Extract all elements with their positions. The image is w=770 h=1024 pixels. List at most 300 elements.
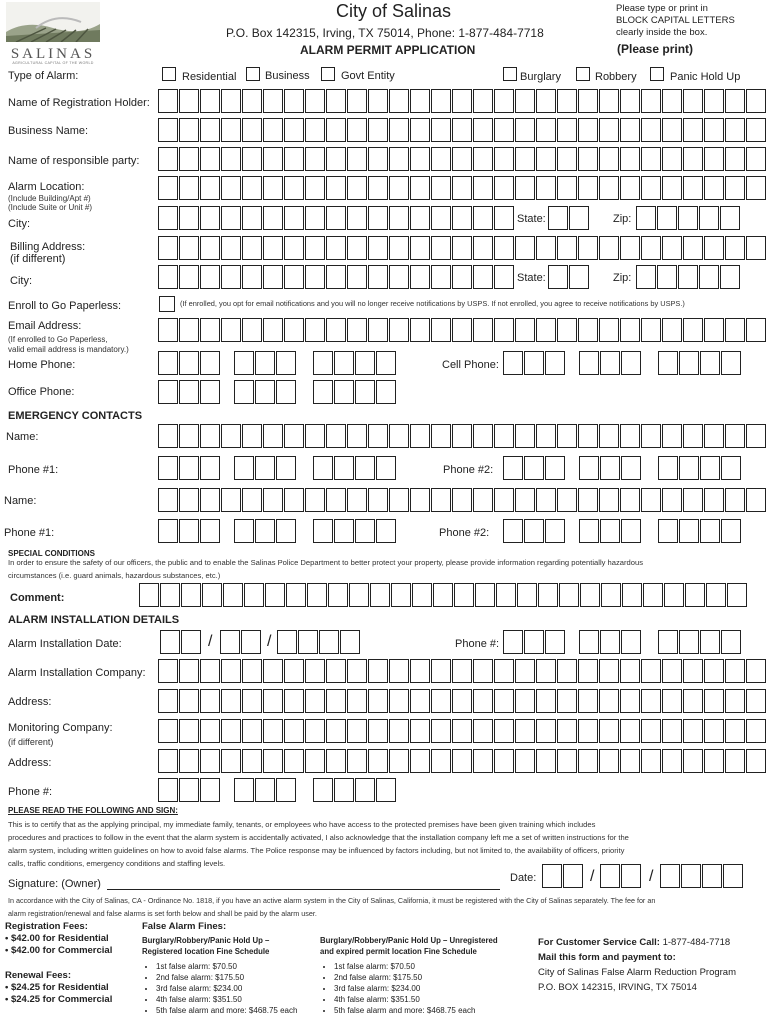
char-box[interactable] — [641, 689, 661, 713]
char-box[interactable] — [242, 689, 262, 713]
char-box[interactable] — [410, 689, 430, 713]
char-box[interactable] — [200, 89, 220, 113]
char-box[interactable] — [368, 236, 388, 260]
char-box[interactable] — [683, 118, 703, 142]
char-box[interactable] — [202, 583, 222, 607]
char-box[interactable] — [410, 749, 430, 773]
char-box[interactable] — [355, 778, 375, 802]
char-box[interactable] — [158, 236, 178, 260]
char-box[interactable] — [242, 424, 262, 448]
char-box[interactable] — [313, 519, 333, 543]
office-phone-prefix[interactable] — [234, 380, 297, 406]
char-box[interactable] — [494, 689, 514, 713]
char-box[interactable] — [284, 488, 304, 512]
char-box[interactable] — [658, 519, 678, 543]
char-box[interactable] — [326, 236, 346, 260]
char-box[interactable] — [179, 351, 199, 375]
char-box[interactable] — [725, 488, 745, 512]
char-box[interactable] — [221, 424, 241, 448]
char-box[interactable] — [284, 89, 304, 113]
char-box[interactable] — [578, 749, 598, 773]
char-box[interactable] — [179, 176, 199, 200]
char-box[interactable] — [355, 456, 375, 480]
char-box[interactable] — [242, 236, 262, 260]
char-box[interactable] — [524, 456, 544, 480]
monitoring-address-field[interactable] — [158, 749, 767, 775]
char-box[interactable] — [662, 749, 682, 773]
char-box[interactable] — [683, 176, 703, 200]
emergency-2-phone-2-prefix[interactable] — [579, 519, 642, 545]
char-box[interactable] — [641, 424, 661, 448]
char-box[interactable] — [200, 236, 220, 260]
char-box[interactable] — [200, 749, 220, 773]
char-box[interactable] — [621, 456, 641, 480]
char-box[interactable] — [620, 118, 640, 142]
char-box[interactable] — [494, 147, 514, 171]
char-box[interactable] — [664, 583, 684, 607]
char-box[interactable] — [389, 89, 409, 113]
char-box[interactable] — [557, 488, 577, 512]
char-box[interactable] — [643, 583, 663, 607]
char-box[interactable] — [557, 176, 577, 200]
monitoring-phone-area[interactable] — [158, 778, 221, 804]
char-box[interactable] — [221, 265, 241, 289]
char-box[interactable] — [494, 236, 514, 260]
char-box[interactable] — [410, 236, 430, 260]
char-box[interactable] — [181, 583, 201, 607]
char-box[interactable] — [725, 689, 745, 713]
char-box[interactable] — [334, 778, 354, 802]
emergency-1-phone-2-line[interactable] — [658, 456, 742, 482]
char-box[interactable] — [376, 456, 396, 480]
char-box[interactable] — [704, 659, 724, 683]
char-box[interactable] — [699, 265, 719, 289]
char-box[interactable] — [579, 456, 599, 480]
installation-date-month[interactable] — [160, 630, 202, 656]
char-box[interactable] — [234, 351, 254, 375]
char-box[interactable] — [158, 265, 178, 289]
char-box[interactable] — [545, 456, 565, 480]
char-box[interactable] — [263, 318, 283, 342]
char-box[interactable] — [158, 318, 178, 342]
char-box[interactable] — [389, 488, 409, 512]
char-box[interactable] — [746, 689, 766, 713]
char-box[interactable] — [494, 89, 514, 113]
char-box[interactable] — [452, 424, 472, 448]
char-box[interactable] — [305, 206, 325, 230]
char-box[interactable] — [158, 89, 178, 113]
char-box[interactable] — [389, 424, 409, 448]
char-box[interactable] — [263, 424, 283, 448]
char-box[interactable] — [473, 749, 493, 773]
signature-date-year[interactable] — [660, 864, 744, 890]
char-box[interactable] — [431, 118, 451, 142]
char-box[interactable] — [200, 206, 220, 230]
char-box[interactable] — [641, 488, 661, 512]
char-box[interactable] — [454, 583, 474, 607]
char-box[interactable] — [599, 659, 619, 683]
char-box[interactable] — [600, 456, 620, 480]
char-box[interactable] — [221, 488, 241, 512]
char-box[interactable] — [725, 659, 745, 683]
char-box[interactable] — [298, 630, 318, 654]
burglary-checkbox[interactable] — [503, 67, 517, 81]
char-box[interactable] — [704, 689, 724, 713]
char-box[interactable] — [452, 488, 472, 512]
emergency-name-2-field[interactable] — [158, 488, 767, 514]
char-box[interactable] — [200, 424, 220, 448]
char-box[interactable] — [683, 488, 703, 512]
char-box[interactable] — [263, 89, 283, 113]
char-box[interactable] — [242, 488, 262, 512]
char-box[interactable] — [524, 351, 544, 375]
char-box[interactable] — [662, 236, 682, 260]
char-box[interactable] — [641, 659, 661, 683]
emergency-1-phone-1-line[interactable] — [313, 456, 397, 482]
char-box[interactable] — [265, 583, 285, 607]
char-box[interactable] — [494, 118, 514, 142]
char-box[interactable] — [723, 864, 743, 888]
char-box[interactable] — [620, 89, 640, 113]
char-box[interactable] — [158, 719, 178, 743]
char-box[interactable] — [347, 689, 367, 713]
char-box[interactable] — [158, 689, 178, 713]
char-box[interactable] — [494, 176, 514, 200]
char-box[interactable] — [242, 659, 262, 683]
char-box[interactable] — [662, 147, 682, 171]
char-box[interactable] — [347, 176, 367, 200]
char-box[interactable] — [621, 630, 641, 654]
char-box[interactable] — [221, 659, 241, 683]
monitoring-phone-prefix[interactable] — [234, 778, 297, 804]
char-box[interactable] — [376, 380, 396, 404]
char-box[interactable] — [160, 630, 180, 654]
emergency-1-phone-1-area[interactable] — [158, 456, 221, 482]
char-box[interactable] — [326, 118, 346, 142]
char-box[interactable] — [221, 176, 241, 200]
char-box[interactable] — [221, 689, 241, 713]
char-box[interactable] — [473, 689, 493, 713]
char-box[interactable] — [179, 265, 199, 289]
char-box[interactable] — [284, 265, 304, 289]
city-field[interactable] — [158, 206, 515, 232]
char-box[interactable] — [326, 689, 346, 713]
char-box[interactable] — [263, 659, 283, 683]
char-box[interactable] — [620, 659, 640, 683]
char-box[interactable] — [746, 318, 766, 342]
char-box[interactable] — [578, 488, 598, 512]
char-box[interactable] — [536, 689, 556, 713]
alarm-location-field[interactable] — [158, 176, 767, 202]
signature-date-month[interactable] — [542, 864, 584, 890]
responsible-party-field[interactable] — [158, 147, 767, 173]
cell-phone-area[interactable] — [503, 351, 566, 377]
char-box[interactable] — [263, 118, 283, 142]
char-box[interactable] — [431, 89, 451, 113]
business-name-field[interactable] — [158, 118, 767, 144]
char-box[interactable] — [284, 659, 304, 683]
char-box[interactable] — [389, 265, 409, 289]
char-box[interactable] — [452, 659, 472, 683]
char-box[interactable] — [326, 318, 346, 342]
home-phone-line[interactable] — [313, 351, 397, 377]
char-box[interactable] — [704, 236, 724, 260]
char-box[interactable] — [349, 583, 369, 607]
residential-checkbox[interactable] — [162, 67, 176, 81]
char-box[interactable] — [305, 118, 325, 142]
char-box[interactable] — [578, 176, 598, 200]
char-box[interactable] — [700, 519, 720, 543]
char-box[interactable] — [200, 318, 220, 342]
registration-holder-field[interactable] — [158, 89, 767, 115]
char-box[interactable] — [725, 318, 745, 342]
char-box[interactable] — [452, 318, 472, 342]
char-box[interactable] — [683, 236, 703, 260]
char-box[interactable] — [620, 424, 640, 448]
char-box[interactable] — [263, 488, 283, 512]
char-box[interactable] — [599, 118, 619, 142]
char-box[interactable] — [200, 118, 220, 142]
char-box[interactable] — [200, 519, 220, 543]
char-box[interactable] — [641, 118, 661, 142]
char-box[interactable] — [431, 265, 451, 289]
char-box[interactable] — [179, 519, 199, 543]
office-phone-line[interactable] — [313, 380, 397, 406]
char-box[interactable] — [326, 749, 346, 773]
char-box[interactable] — [305, 749, 325, 773]
char-box[interactable] — [410, 118, 430, 142]
char-box[interactable] — [545, 519, 565, 543]
char-box[interactable] — [410, 206, 430, 230]
char-box[interactable] — [473, 659, 493, 683]
char-box[interactable] — [334, 519, 354, 543]
char-box[interactable] — [515, 689, 535, 713]
char-box[interactable] — [662, 488, 682, 512]
char-box[interactable] — [641, 318, 661, 342]
char-box[interactable] — [284, 118, 304, 142]
char-box[interactable] — [313, 456, 333, 480]
char-box[interactable] — [746, 424, 766, 448]
char-box[interactable] — [221, 206, 241, 230]
char-box[interactable] — [496, 583, 516, 607]
char-box[interactable] — [347, 89, 367, 113]
char-box[interactable] — [538, 583, 558, 607]
char-box[interactable] — [600, 864, 620, 888]
char-box[interactable] — [494, 265, 514, 289]
char-box[interactable] — [326, 265, 346, 289]
char-box[interactable] — [683, 424, 703, 448]
char-box[interactable] — [536, 749, 556, 773]
char-box[interactable] — [389, 318, 409, 342]
char-box[interactable] — [276, 519, 296, 543]
billing-zip-field[interactable] — [636, 265, 741, 291]
char-box[interactable] — [494, 488, 514, 512]
char-box[interactable] — [347, 488, 367, 512]
char-box[interactable] — [410, 424, 430, 448]
char-box[interactable] — [326, 89, 346, 113]
char-box[interactable] — [515, 147, 535, 171]
char-box[interactable] — [242, 318, 262, 342]
char-box[interactable] — [658, 630, 678, 654]
char-box[interactable] — [307, 583, 327, 607]
char-box[interactable] — [410, 659, 430, 683]
char-box[interactable] — [578, 659, 598, 683]
char-box[interactable] — [160, 583, 180, 607]
char-box[interactable] — [242, 147, 262, 171]
char-box[interactable] — [746, 659, 766, 683]
char-box[interactable] — [234, 778, 254, 802]
char-box[interactable] — [158, 659, 178, 683]
char-box[interactable] — [410, 176, 430, 200]
char-box[interactable] — [410, 265, 430, 289]
char-box[interactable] — [473, 176, 493, 200]
char-box[interactable] — [700, 456, 720, 480]
char-box[interactable] — [410, 89, 430, 113]
char-box[interactable] — [179, 719, 199, 743]
char-box[interactable] — [179, 118, 199, 142]
char-box[interactable] — [389, 749, 409, 773]
char-box[interactable] — [181, 630, 201, 654]
char-box[interactable] — [355, 380, 375, 404]
char-box[interactable] — [433, 583, 453, 607]
char-box[interactable] — [536, 424, 556, 448]
char-box[interactable] — [536, 118, 556, 142]
char-box[interactable] — [389, 236, 409, 260]
char-box[interactable] — [452, 719, 472, 743]
char-box[interactable] — [255, 456, 275, 480]
char-box[interactable] — [704, 318, 724, 342]
char-box[interactable] — [347, 118, 367, 142]
char-box[interactable] — [599, 424, 619, 448]
char-box[interactable] — [720, 206, 740, 230]
char-box[interactable] — [700, 630, 720, 654]
char-box[interactable] — [746, 749, 766, 773]
char-box[interactable] — [452, 236, 472, 260]
char-box[interactable] — [641, 176, 661, 200]
char-box[interactable] — [704, 176, 724, 200]
panic-hold-up-checkbox[interactable] — [650, 67, 664, 81]
char-box[interactable] — [158, 488, 178, 512]
char-box[interactable] — [200, 351, 220, 375]
char-box[interactable] — [706, 583, 726, 607]
char-box[interactable] — [305, 719, 325, 743]
char-box[interactable] — [179, 488, 199, 512]
char-box[interactable] — [334, 456, 354, 480]
char-box[interactable] — [263, 265, 283, 289]
char-box[interactable] — [410, 488, 430, 512]
char-box[interactable] — [221, 147, 241, 171]
char-box[interactable] — [678, 265, 698, 289]
char-box[interactable] — [704, 89, 724, 113]
char-box[interactable] — [200, 456, 220, 480]
char-box[interactable] — [725, 424, 745, 448]
char-box[interactable] — [276, 778, 296, 802]
char-box[interactable] — [515, 719, 535, 743]
char-box[interactable] — [725, 749, 745, 773]
char-box[interactable] — [579, 351, 599, 375]
char-box[interactable] — [599, 318, 619, 342]
char-box[interactable] — [662, 89, 682, 113]
char-box[interactable] — [515, 89, 535, 113]
char-box[interactable] — [200, 719, 220, 743]
comment-field[interactable] — [139, 583, 753, 609]
char-box[interactable] — [536, 659, 556, 683]
char-box[interactable] — [376, 519, 396, 543]
char-box[interactable] — [389, 118, 409, 142]
char-box[interactable] — [702, 864, 722, 888]
char-box[interactable] — [305, 265, 325, 289]
char-box[interactable] — [578, 719, 598, 743]
char-box[interactable] — [683, 749, 703, 773]
emergency-1-phone-2-prefix[interactable] — [579, 456, 642, 482]
char-box[interactable] — [641, 749, 661, 773]
char-box[interactable] — [557, 89, 577, 113]
char-box[interactable] — [559, 583, 579, 607]
char-box[interactable] — [376, 351, 396, 375]
home-phone-area[interactable] — [158, 351, 221, 377]
char-box[interactable] — [326, 147, 346, 171]
char-box[interactable] — [473, 488, 493, 512]
char-box[interactable] — [284, 176, 304, 200]
char-box[interactable] — [313, 351, 333, 375]
char-box[interactable] — [221, 118, 241, 142]
char-box[interactable] — [158, 778, 178, 802]
char-box[interactable] — [263, 176, 283, 200]
char-box[interactable] — [536, 147, 556, 171]
char-box[interactable] — [557, 236, 577, 260]
char-box[interactable] — [515, 424, 535, 448]
char-box[interactable] — [704, 118, 724, 142]
char-box[interactable] — [557, 749, 577, 773]
char-box[interactable] — [503, 456, 523, 480]
char-box[interactable] — [200, 380, 220, 404]
char-box[interactable] — [221, 719, 241, 743]
monitoring-phone-line[interactable] — [313, 778, 397, 804]
paperless-checkbox[interactable] — [159, 296, 175, 312]
char-box[interactable] — [179, 659, 199, 683]
char-box[interactable] — [326, 719, 346, 743]
char-box[interactable] — [725, 89, 745, 113]
char-box[interactable] — [368, 89, 388, 113]
char-box[interactable] — [234, 380, 254, 404]
char-box[interactable] — [452, 147, 472, 171]
char-box[interactable] — [704, 488, 724, 512]
char-box[interactable] — [473, 719, 493, 743]
char-box[interactable] — [389, 659, 409, 683]
char-box[interactable] — [621, 351, 641, 375]
char-box[interactable] — [746, 147, 766, 171]
char-box[interactable] — [473, 206, 493, 230]
char-box[interactable] — [725, 236, 745, 260]
char-box[interactable] — [473, 118, 493, 142]
char-box[interactable] — [599, 488, 619, 512]
char-box[interactable] — [431, 236, 451, 260]
char-box[interactable] — [263, 206, 283, 230]
char-box[interactable] — [431, 659, 451, 683]
char-box[interactable] — [276, 456, 296, 480]
char-box[interactable] — [683, 318, 703, 342]
char-box[interactable] — [221, 749, 241, 773]
char-box[interactable] — [277, 630, 297, 654]
char-box[interactable] — [657, 265, 677, 289]
char-box[interactable] — [368, 265, 388, 289]
char-box[interactable] — [242, 719, 262, 743]
char-box[interactable] — [569, 265, 589, 289]
char-box[interactable] — [284, 424, 304, 448]
char-box[interactable] — [515, 488, 535, 512]
char-box[interactable] — [305, 659, 325, 683]
char-box[interactable] — [473, 265, 493, 289]
